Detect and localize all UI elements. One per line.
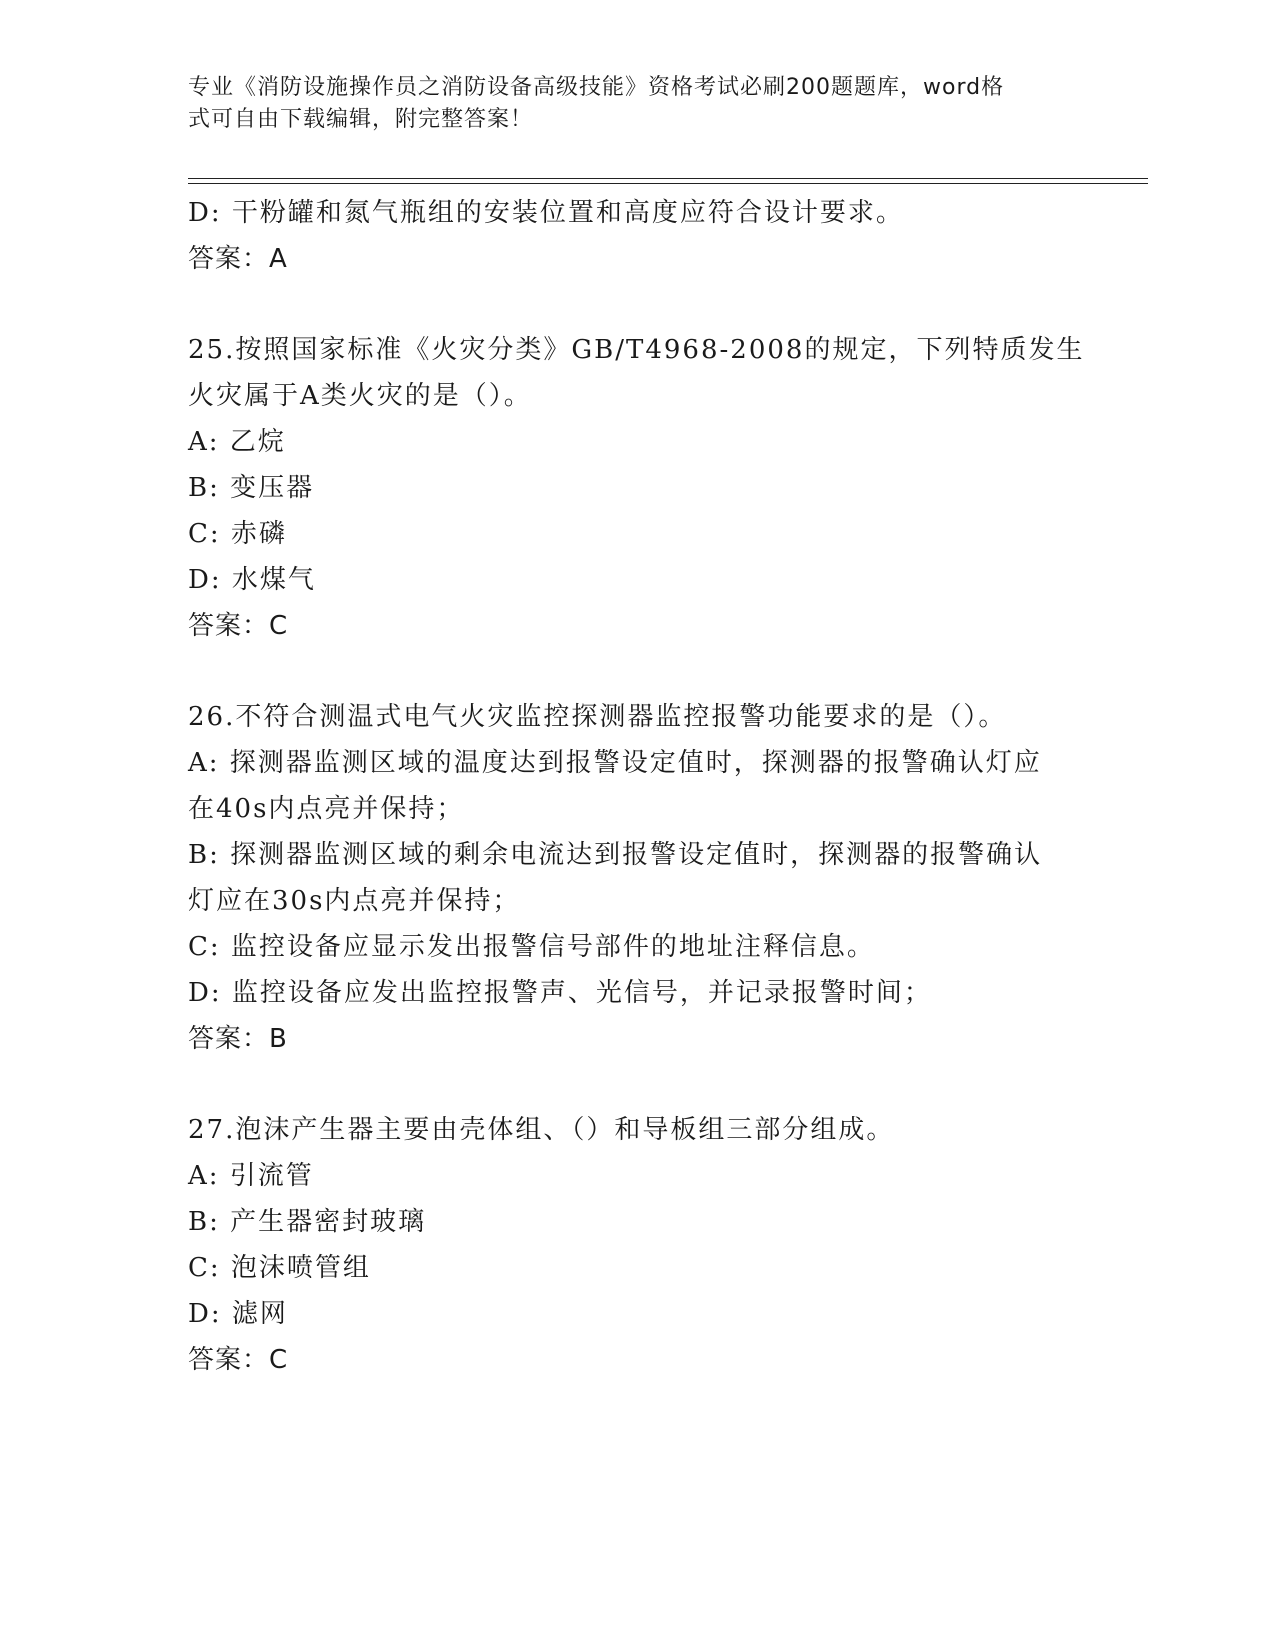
question-text: 27.泡沫产生器主要由壳体组、（）和导板组三部分组成。 bbox=[188, 1115, 895, 1145]
option-d: D: 水煤气 bbox=[188, 565, 316, 595]
option-c: C: 泡沫喷管组 bbox=[188, 1253, 371, 1283]
answer-line: 答案：B bbox=[188, 1024, 288, 1054]
answer-line: 答案：C bbox=[188, 1345, 289, 1375]
option-a-cont: 在40s内点亮并保持； bbox=[188, 794, 465, 824]
option-c: C: 监控设备应显示发出报警信号部件的地址注释信息。 bbox=[188, 932, 875, 962]
answer-line: 答案：C bbox=[188, 611, 289, 641]
option-d: D: 滤网 bbox=[188, 1299, 288, 1329]
question-25 bbox=[188, 327, 1088, 649]
question-26 bbox=[188, 694, 1088, 1062]
carryover-question bbox=[188, 190, 1088, 282]
question-27 bbox=[188, 1107, 1088, 1383]
option-a: A: 探测器监测区域的温度达到报警设定值时，探测器的报警确认灯应 bbox=[188, 748, 1042, 778]
option-b: B: 探测器监测区域的剩余电流达到报警设定值时，探测器的报警确认 bbox=[188, 840, 1043, 870]
question-text: 26.不符合测温式电气火灾监控探测器监控报警功能要求的是（）。 bbox=[188, 702, 1007, 732]
answer-line: 答案：A bbox=[188, 244, 288, 274]
option-c: C: 赤磷 bbox=[188, 519, 287, 549]
option-a: A: 乙烷 bbox=[188, 427, 286, 457]
option-d: D: 干粉罐和氮气瓶组的安装位置和高度应符合设计要求。 bbox=[188, 198, 904, 228]
option-b-cont: 灯应在30s内点亮并保持； bbox=[188, 886, 521, 916]
header-divider-top bbox=[188, 178, 1148, 179]
header-divider-bottom bbox=[188, 183, 1148, 184]
header-line-1: 专业《消防设施操作员之消防设备高级技能》资格考试必刷200题题库，word格 bbox=[188, 75, 1005, 100]
option-d: D: 监控设备应发出监控报警声、光信号，并记录报警时间； bbox=[188, 978, 932, 1008]
option-b: B: 产生器密封玻璃 bbox=[188, 1207, 427, 1237]
question-text: 25.按照国家标准《火灾分类》GB/T4968-2008的规定，下列特质发生 bbox=[188, 335, 1085, 365]
option-b: B: 变压器 bbox=[188, 473, 315, 503]
question-list bbox=[188, 190, 1088, 1383]
option-a: A: 引流管 bbox=[188, 1161, 314, 1191]
header-line-2: 式可自由下载编辑，附完整答案！ bbox=[188, 107, 534, 132]
document-header bbox=[188, 72, 1068, 136]
question-text-cont: 火灾属于A类火灾的是（）。 bbox=[188, 381, 532, 411]
